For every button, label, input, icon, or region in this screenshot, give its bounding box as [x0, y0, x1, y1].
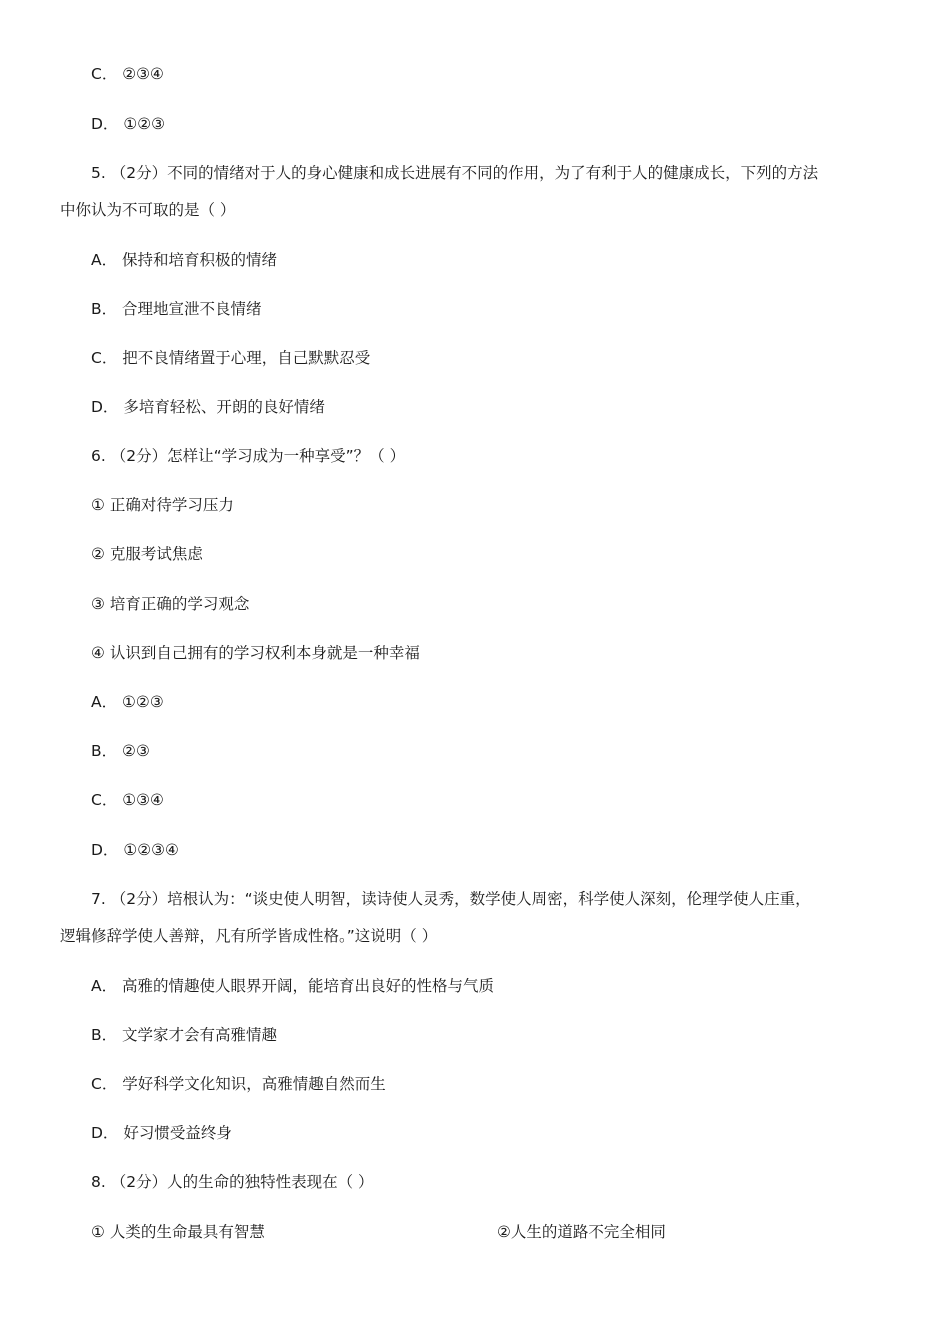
question-7-stem: 7. （2分）培根认为：“谈史使人明智，读诗使人灵秀，数学使人周密，科学使人深刻，伦理学使人庄重， [91, 890, 811, 908]
question-6-item-4: ④ 认识到自己拥有的学习权利本身就是一种幸福 [91, 644, 420, 662]
question-6-stem: 6. （2分）怎样让“学习成为一种享受”？（ ） [91, 447, 406, 465]
question-8-stem: 8. （2分）人的生命的独特性表现在（ ） [91, 1173, 374, 1191]
question-7-option-b: B． 文学家才会有高雅情趣 [91, 1026, 278, 1044]
question-8-item-2: ②人生的道路不完全相同 [497, 1223, 666, 1241]
question-5-option-c: C． 把不良情绪置于心理，自己默默忍受 [91, 349, 371, 367]
question-7-stem-cont: 逻辑修辞学使人善辩，凡有所学皆成性格。”这说明（ ） [60, 927, 438, 945]
question-6-item-3: ③ 培育正确的学习观念 [91, 595, 250, 613]
question-5-option-b: B． 合理地宣泄不良情绪 [91, 300, 262, 318]
question-6-option-c: C． ①③④ [91, 791, 164, 809]
option-d: D． ①②③ [91, 115, 166, 133]
question-5-stem: 5. （2分）不同的情绪对于人的身心健康和成长进展有不同的作用，为了有利于人的健康成长，下列的方法 [91, 164, 819, 182]
question-5-option-a: A． 保持和培育积极的情绪 [91, 251, 278, 269]
question-6-option-b: B． ②③ [91, 742, 150, 760]
question-7-option-d: D． 好习惯受益终身 [91, 1124, 232, 1142]
question-6-item-2: ② 克服考试焦虑 [91, 545, 203, 563]
question-7-option-a: A． 高雅的情趣使人眼界开阔，能培育出良好的性格与气质 [91, 977, 495, 995]
question-5-option-d: D． 多培育轻松、开朗的良好情绪 [91, 398, 325, 416]
question-6-option-d: D． ①②③④ [91, 841, 179, 859]
question-7-option-c: C． 学好科学文化知识，高雅情趣自然而生 [91, 1075, 386, 1093]
question-6-item-1: ① 正确对待学习压力 [91, 496, 234, 514]
question-6-option-a: A． ①②③ [91, 693, 164, 711]
question-5-stem-cont: 中你认为不可取的是（ ） [60, 201, 236, 219]
option-c: C． ②③④ [91, 65, 164, 83]
question-8-item-1: ① 人类的生命最具有智慧 [91, 1223, 265, 1241]
